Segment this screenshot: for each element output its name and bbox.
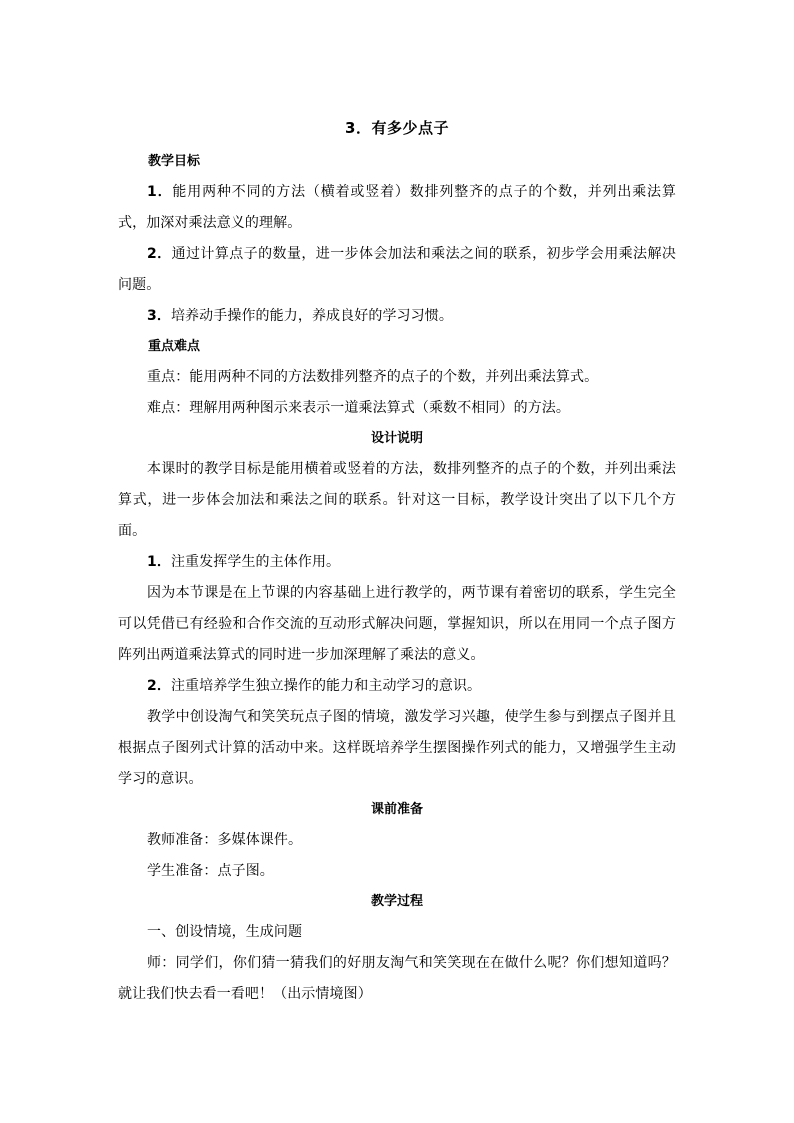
- goals-heading: 教学目标: [148, 154, 201, 169]
- process-text: 师：同学们，你们猜一猜我们的好朋友淘气和笑笑现在在做什么呢？你们想知道吗？就让我们快去看一看吧！（出示情境图）: [118, 955, 676, 1002]
- prep-heading: 课前准备: [370, 802, 423, 817]
- design-point-label: 注重发挥学生的主体作用。: [170, 554, 341, 570]
- design-point-number: 1．: [147, 554, 171, 570]
- goal-number: 3．: [147, 308, 171, 324]
- goal-number: 1．: [147, 184, 173, 200]
- goal-item-1: [118, 177, 676, 239]
- design-intro: 本课时的教学目标是能用横着或竖着的方法，数排列整齐的点子的个数，并列出乘法算式，进一步体会加法和乘法之间的联系。针对这一目标，教学设计突出了以下几个方面。: [118, 461, 676, 539]
- design-point-2-text: 教学中创设淘气和笑笑玩点子图的情境，激发学习兴趣，使学生参与到摆点子图并且根据点子图列式计算的活动中来。这样既培养学生摆图操作列式的能力，又增强学生主动学习的意识。: [118, 709, 676, 787]
- design-point-1-text: 因为本节课是在上节课的内容基础上进行教学的，两节课有着密切的联系，学生完全可以凭借已有经验和合作交流的互动形式解决问题，掌握知识，所以在用同一个点子图方阵列出两道乘法算式的同时进一步加深理解了乘法的意义。: [118, 585, 676, 663]
- goal-number: 2．: [147, 246, 172, 262]
- goal-text: 通过计算点子的数量，进一步体会加法和乘法之间的联系，初步学会用乘法解决问题。: [118, 246, 676, 293]
- goal-text: 能用两种不同的方法（横着或竖着）数排列整齐的点子的个数，并列出乘法算式，加深对乘法意义的理解。: [118, 184, 676, 231]
- design-point-label: 注重培养学生独立操作的能力和主动学习的意识。: [170, 678, 482, 694]
- process-heading: 教学过程: [370, 894, 423, 909]
- design-point-2-title: [118, 671, 676, 702]
- design-point-number: 2．: [147, 678, 171, 694]
- goal-item-3: [118, 301, 676, 332]
- document-title: 3．有多少点子: [345, 119, 449, 137]
- student-prep: 学生准备：点子图。: [147, 863, 274, 879]
- design-point-1-title: [118, 547, 676, 578]
- key-point: 重点：能用两种不同的方法数排列整齐的点子的个数，并列出乘法算式。: [147, 369, 599, 385]
- goal-text: 培养动手操作的能力，养成良好的学习习惯。: [170, 308, 453, 324]
- key-points-heading: 重点难点: [148, 339, 201, 354]
- teacher-prep: 教师准备：多媒体课件。: [147, 832, 303, 848]
- goal-item-2: [118, 239, 676, 301]
- design-heading: 设计说明: [370, 431, 423, 446]
- process-step-1: 一、创设情境，生成问题: [147, 924, 303, 940]
- difficult-point: 难点：理解用两种图示来表示一道乘法算式（乘数不相同）的方法。: [147, 400, 570, 416]
